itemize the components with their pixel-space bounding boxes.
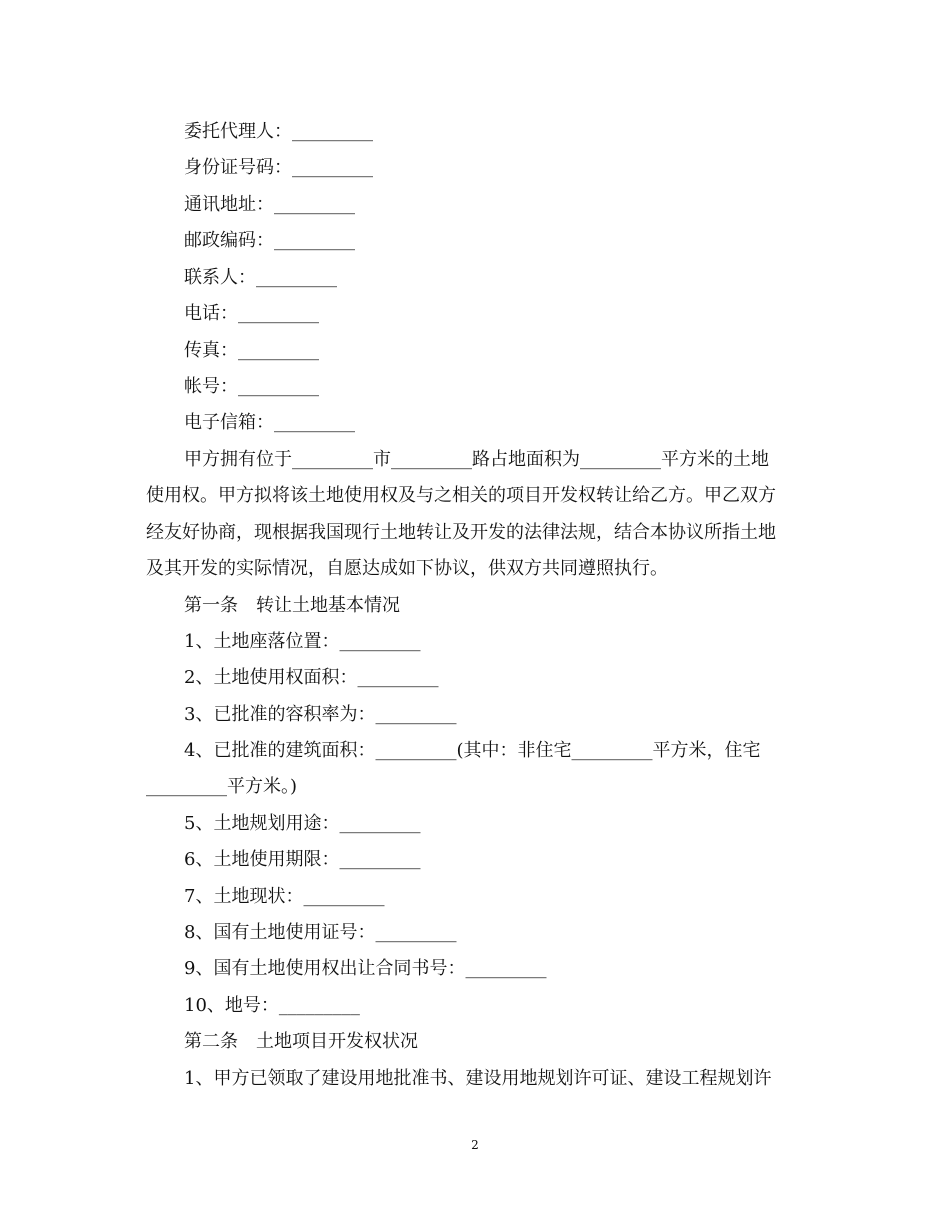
- page-number: 2: [471, 1138, 479, 1152]
- list-item: 10、地号：_________: [184, 995, 360, 1016]
- fax-field: 传真：_________: [184, 340, 319, 361]
- list-item: 4、已批准的建筑面积：_________(其中：非住宅_________平方米，住宅: [184, 740, 761, 761]
- list-item: 8、国有土地使用证号：_________: [184, 922, 457, 943]
- list-item: 7、土地现状：_________: [184, 886, 385, 907]
- address-field: 通讯地址：_________: [184, 194, 355, 215]
- account-field: 帐号：_________: [184, 376, 319, 397]
- list-item: 9、国有土地使用权出让合同书号：_________: [184, 958, 547, 979]
- list-item: 2、土地使用权面积：_________: [184, 667, 439, 688]
- article-1-heading: 第一条 转让土地基本情况: [184, 595, 400, 616]
- list-item: 1、土地座落位置：_________: [184, 631, 421, 652]
- list-item-continuation: _________平方米。): [146, 776, 298, 797]
- email-field: 电子信箱：_________: [184, 412, 355, 433]
- phone-field: 电话：_________: [184, 303, 319, 324]
- list-item: 3、已批准的容积率为：_________: [184, 704, 457, 725]
- list-item: 6、土地使用期限：_________: [184, 849, 421, 870]
- article-2-heading: 第二条 土地项目开发权状况: [184, 1031, 418, 1052]
- contact-person-field: 联系人：_________: [184, 267, 337, 288]
- paragraph-line: 及其开发的实际情况，自愿达成如下协议，供双方共同遵照执行。: [146, 558, 668, 579]
- list-item: 1、甲方已领取了建设用地批准书、建设用地规划许可证、建设工程规划许: [184, 1068, 772, 1089]
- agent-field: 委托代理人：_________: [184, 121, 373, 142]
- paragraph-line: 使用权。甲方拟将该土地使用权及与之相关的项目开发权转让给乙方。甲乙双方: [146, 485, 776, 506]
- paragraph-line: 甲方拥有位于_________市_________路占地面积为_________平方米的土地: [184, 449, 769, 470]
- list-item: 5、土地规划用途：_________: [184, 813, 421, 834]
- postal-code-field: 邮政编码：_________: [184, 230, 355, 251]
- paragraph-line: 经友好协商，现根据我国现行土地转让及开发的法律法规，结合本协议所指土地: [146, 522, 776, 543]
- id-number-field: 身份证号码：_________: [184, 157, 373, 178]
